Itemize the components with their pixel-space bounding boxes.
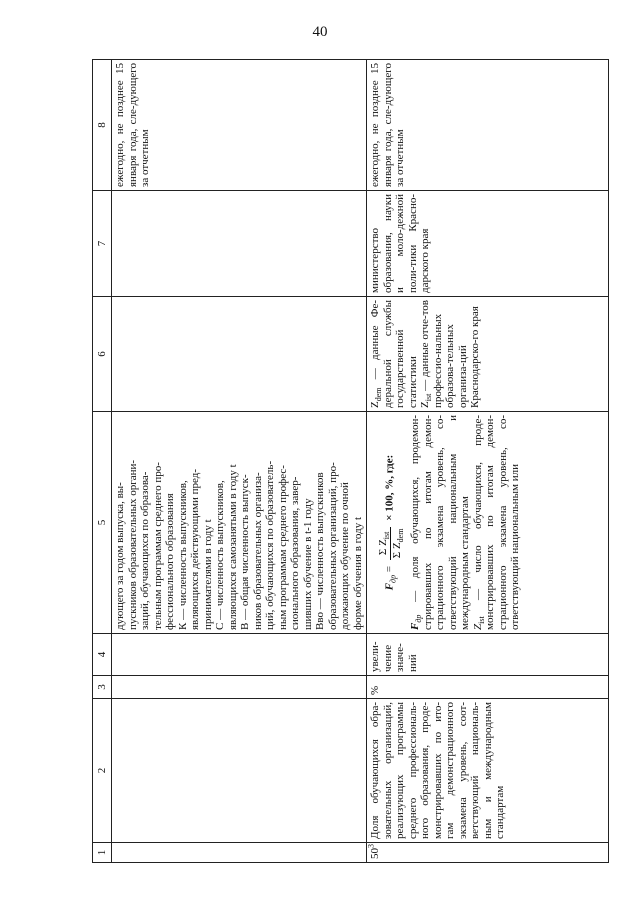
definition-line: заций, обучающихся по образова- [139, 471, 151, 630]
responsible-body: министерство образования, науки и моло-дежной поли-тики Красно-дарского края [367, 191, 609, 297]
definition-line: ным программам среднего профес- [276, 465, 289, 630]
calculation-method [367, 412, 609, 634]
cell-empty [112, 699, 367, 843]
definition-line: образовательных организаций, про- [326, 462, 339, 630]
definition-line: шивших обучение в t-1 году [301, 498, 314, 630]
unit: % [367, 676, 609, 699]
rotated-table-wrapper [92, 60, 609, 863]
col-header-7: 7 [93, 191, 112, 297]
definition-line: являющихся действующими пред- [189, 468, 201, 630]
cell-empty [112, 843, 367, 863]
cell-empty [112, 634, 367, 676]
definition-line: фессионального образования [164, 493, 176, 630]
header-row [93, 60, 112, 863]
cell-frequency-top: ежегодно, не позднее 15 января года, сле-дующего за отчетным [112, 60, 367, 191]
cell-definitions [112, 412, 367, 634]
indicator-table [92, 59, 609, 863]
definition-z: $Z_{ist}$ — число обучающихся, проде-монстрировавших по итогам демон-страционного экзамена уровень, со-ответствующий национальным или [471, 414, 521, 630]
formula-fraction: Σ $Z_{ist}$ Σ $Z_{dem}$ [377, 528, 405, 559]
definition-line: принимателями в году t [201, 519, 214, 630]
col-header-6: 6 [93, 297, 112, 412]
definition-line: дующего за годом выпуска, вы- [114, 482, 126, 630]
col-header-5: 5 [93, 412, 112, 634]
definition-line: С — численность выпускников, [214, 480, 226, 630]
col-header-4: 4 [93, 634, 112, 676]
page-number: 40 [312, 24, 328, 40]
col-header-2: 2 [93, 699, 112, 843]
formula: $F_{др}$ = Σ $Z_{ist}$ Σ $Z_{dem}$ × 100, %, где: [377, 454, 405, 591]
definition-line: ций, обучающихся по образователь- [264, 460, 276, 630]
definition-line: Вво — численность выпускников [314, 472, 326, 630]
indicator-name: Доля обучающихся обра-зовательных организаций, реализующих программы среднего профессиональ-ного образования, проде-монстрировавших по ито-гам демонстрационного экзамена уровень, соот-ветствующий националь-ным и международным стандартам [367, 699, 609, 843]
trend: увели-чение значе-ний [367, 634, 609, 676]
definition-line: пускников образовательных органи- [126, 459, 139, 630]
col-header-3: 3 [93, 676, 112, 699]
definition-f: $F_{др}$ — доля обучающихся, продемон-стрировавших по итогам демон-страционного экзамена уровень, со-ответствующий национальным и международным стандартам [409, 415, 471, 630]
table-row-continuation [112, 60, 367, 863]
definition-line: форме обучения в году t [351, 517, 364, 630]
cell-empty [112, 676, 367, 699]
definition-line: сионального образования, завер- [289, 476, 301, 630]
definition-line: являющихся самозанятыми в году t [226, 464, 239, 630]
data-sources [367, 297, 609, 412]
definition-line: должающих обучение по очной [339, 482, 351, 630]
table-row-indicator [367, 60, 609, 863]
col-header-8: 8 [93, 60, 112, 191]
definition-line: В — общая численность выпуск- [239, 474, 251, 630]
cell-empty [112, 297, 367, 412]
source-1: $Z_{dem}$ — данные Фе-деральной службы государственной статистики [369, 299, 419, 408]
source-2: $Z_{ist}$ — данные отче-тов профессио-нальных образова-тельных организа-ций Краснодарско-го края [419, 300, 481, 408]
row-number: $50^3$ [367, 843, 609, 863]
cell-empty [112, 191, 367, 297]
definition-line: К — численность выпускников, [176, 480, 189, 630]
col-header-1: 1 [93, 843, 112, 863]
definition-line: тельным программам среднего про- [151, 462, 164, 630]
definition-line: ников образовательных организа- [251, 472, 264, 630]
frequency: ежегодно, не позднее 15 января года, сле-дующего за отчетным [367, 60, 609, 191]
